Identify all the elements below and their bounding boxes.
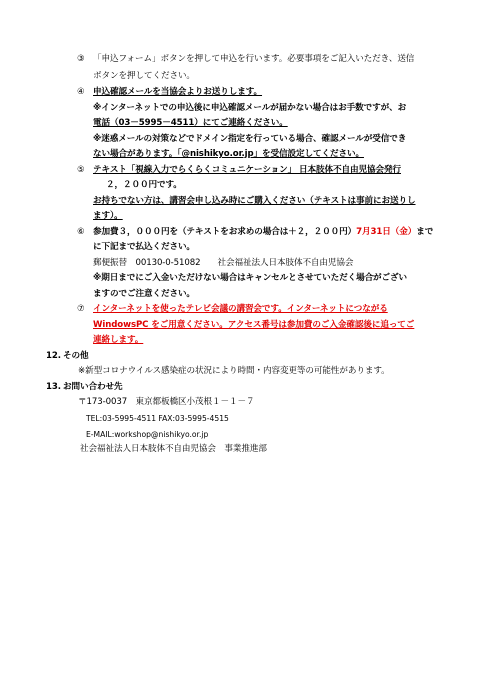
contact-tel-fax: TEL:03-5995-4511 FAX:03-5995-4515: [86, 414, 229, 423]
item7-line1: インターネットを使ったテレビ会議の講習会です。インターネットにつながる: [93, 304, 388, 314]
section12-number: 12.: [46, 351, 61, 361]
contact-email[interactable]: E-MAIL:workshop@nishikyo.or.jp: [86, 430, 209, 439]
item4-title: 申込確認メールを当協会よりお送りします。: [93, 87, 263, 97]
item6-line1-end: まで: [416, 227, 434, 237]
section13-number: 13.: [46, 382, 61, 392]
item6-line1: [93, 227, 433, 238]
item3-line1: 「申込フォーム」ボタンを押して申込を行います。必要事項をご記入いただき、送信: [93, 54, 415, 64]
item6-line4: ※期日までにご入金いただけない場合はキャンセルとさせていただく場合がござい: [93, 273, 408, 283]
item4-line3: ※迷惑メールの対策などでドメイン指定を行っている場合、確認メールが受信でき: [93, 134, 407, 144]
item4-line1: ※インターネットでの申込後に申込確認メールが届かない場合はお手数ですが、お: [93, 103, 407, 113]
item4-line4: ない場合があります。「@nishikyo.or.jp」を受信設定してください。: [93, 149, 364, 159]
item5-line3: お持ちでない方は、講習会申し込み時にご購入ください（テキストは事前にお送りし: [93, 196, 416, 206]
item4-marker: ④: [77, 87, 85, 97]
item7-line2: WindowsPC をご用意ください。アクセス番号は参加費のご入金確認後に追ってご: [93, 320, 415, 330]
payment-deadline: 7月31日（金）: [356, 227, 417, 237]
item6-line1-text: 参加費３，０００円を（テキストをお求めの場合は＋２，２００円）: [93, 227, 357, 237]
section12-note: ※新型コロナウイルス感染症の状況により時間・内容変更等の可能性があります。: [78, 366, 390, 376]
item3-line2: ボタンを押してください。: [93, 71, 195, 81]
item5-line1: テキスト「視線入力でらくらくコミュニケーション」 日本肢体不自由児協会発行: [93, 165, 401, 175]
item5-marker: ⑤: [77, 165, 85, 175]
item6-line5: ますのでご注意ください。: [93, 289, 195, 299]
item6-line2: に下記まで払込ください。: [93, 242, 195, 252]
item5-line4: ます）。: [93, 211, 123, 221]
section12-title: その他: [63, 351, 89, 361]
item3-marker: ③: [77, 54, 85, 64]
item6-marker: ⑥: [77, 227, 85, 237]
item7-line3: 連絡します。: [93, 335, 144, 345]
section13-title: お問い合わせ先: [63, 382, 123, 392]
item7-marker: ⑦: [77, 304, 85, 314]
contact-address: 〒173-0037 東京都板橋区小茂根１－１－７: [78, 397, 255, 407]
item5-line2: ２，２００円です。: [106, 180, 182, 190]
contact-organization: 社会福祉法人日本肢体不自由児協会 事業推進部: [80, 444, 267, 454]
item6-postal-transfer: 郵便振替 00130-0-51082 社会福祉法人日本肢体不自由児協会: [93, 258, 354, 268]
item4-line2: 電話（03－5995－4511）にてご連絡ください。: [93, 118, 288, 128]
